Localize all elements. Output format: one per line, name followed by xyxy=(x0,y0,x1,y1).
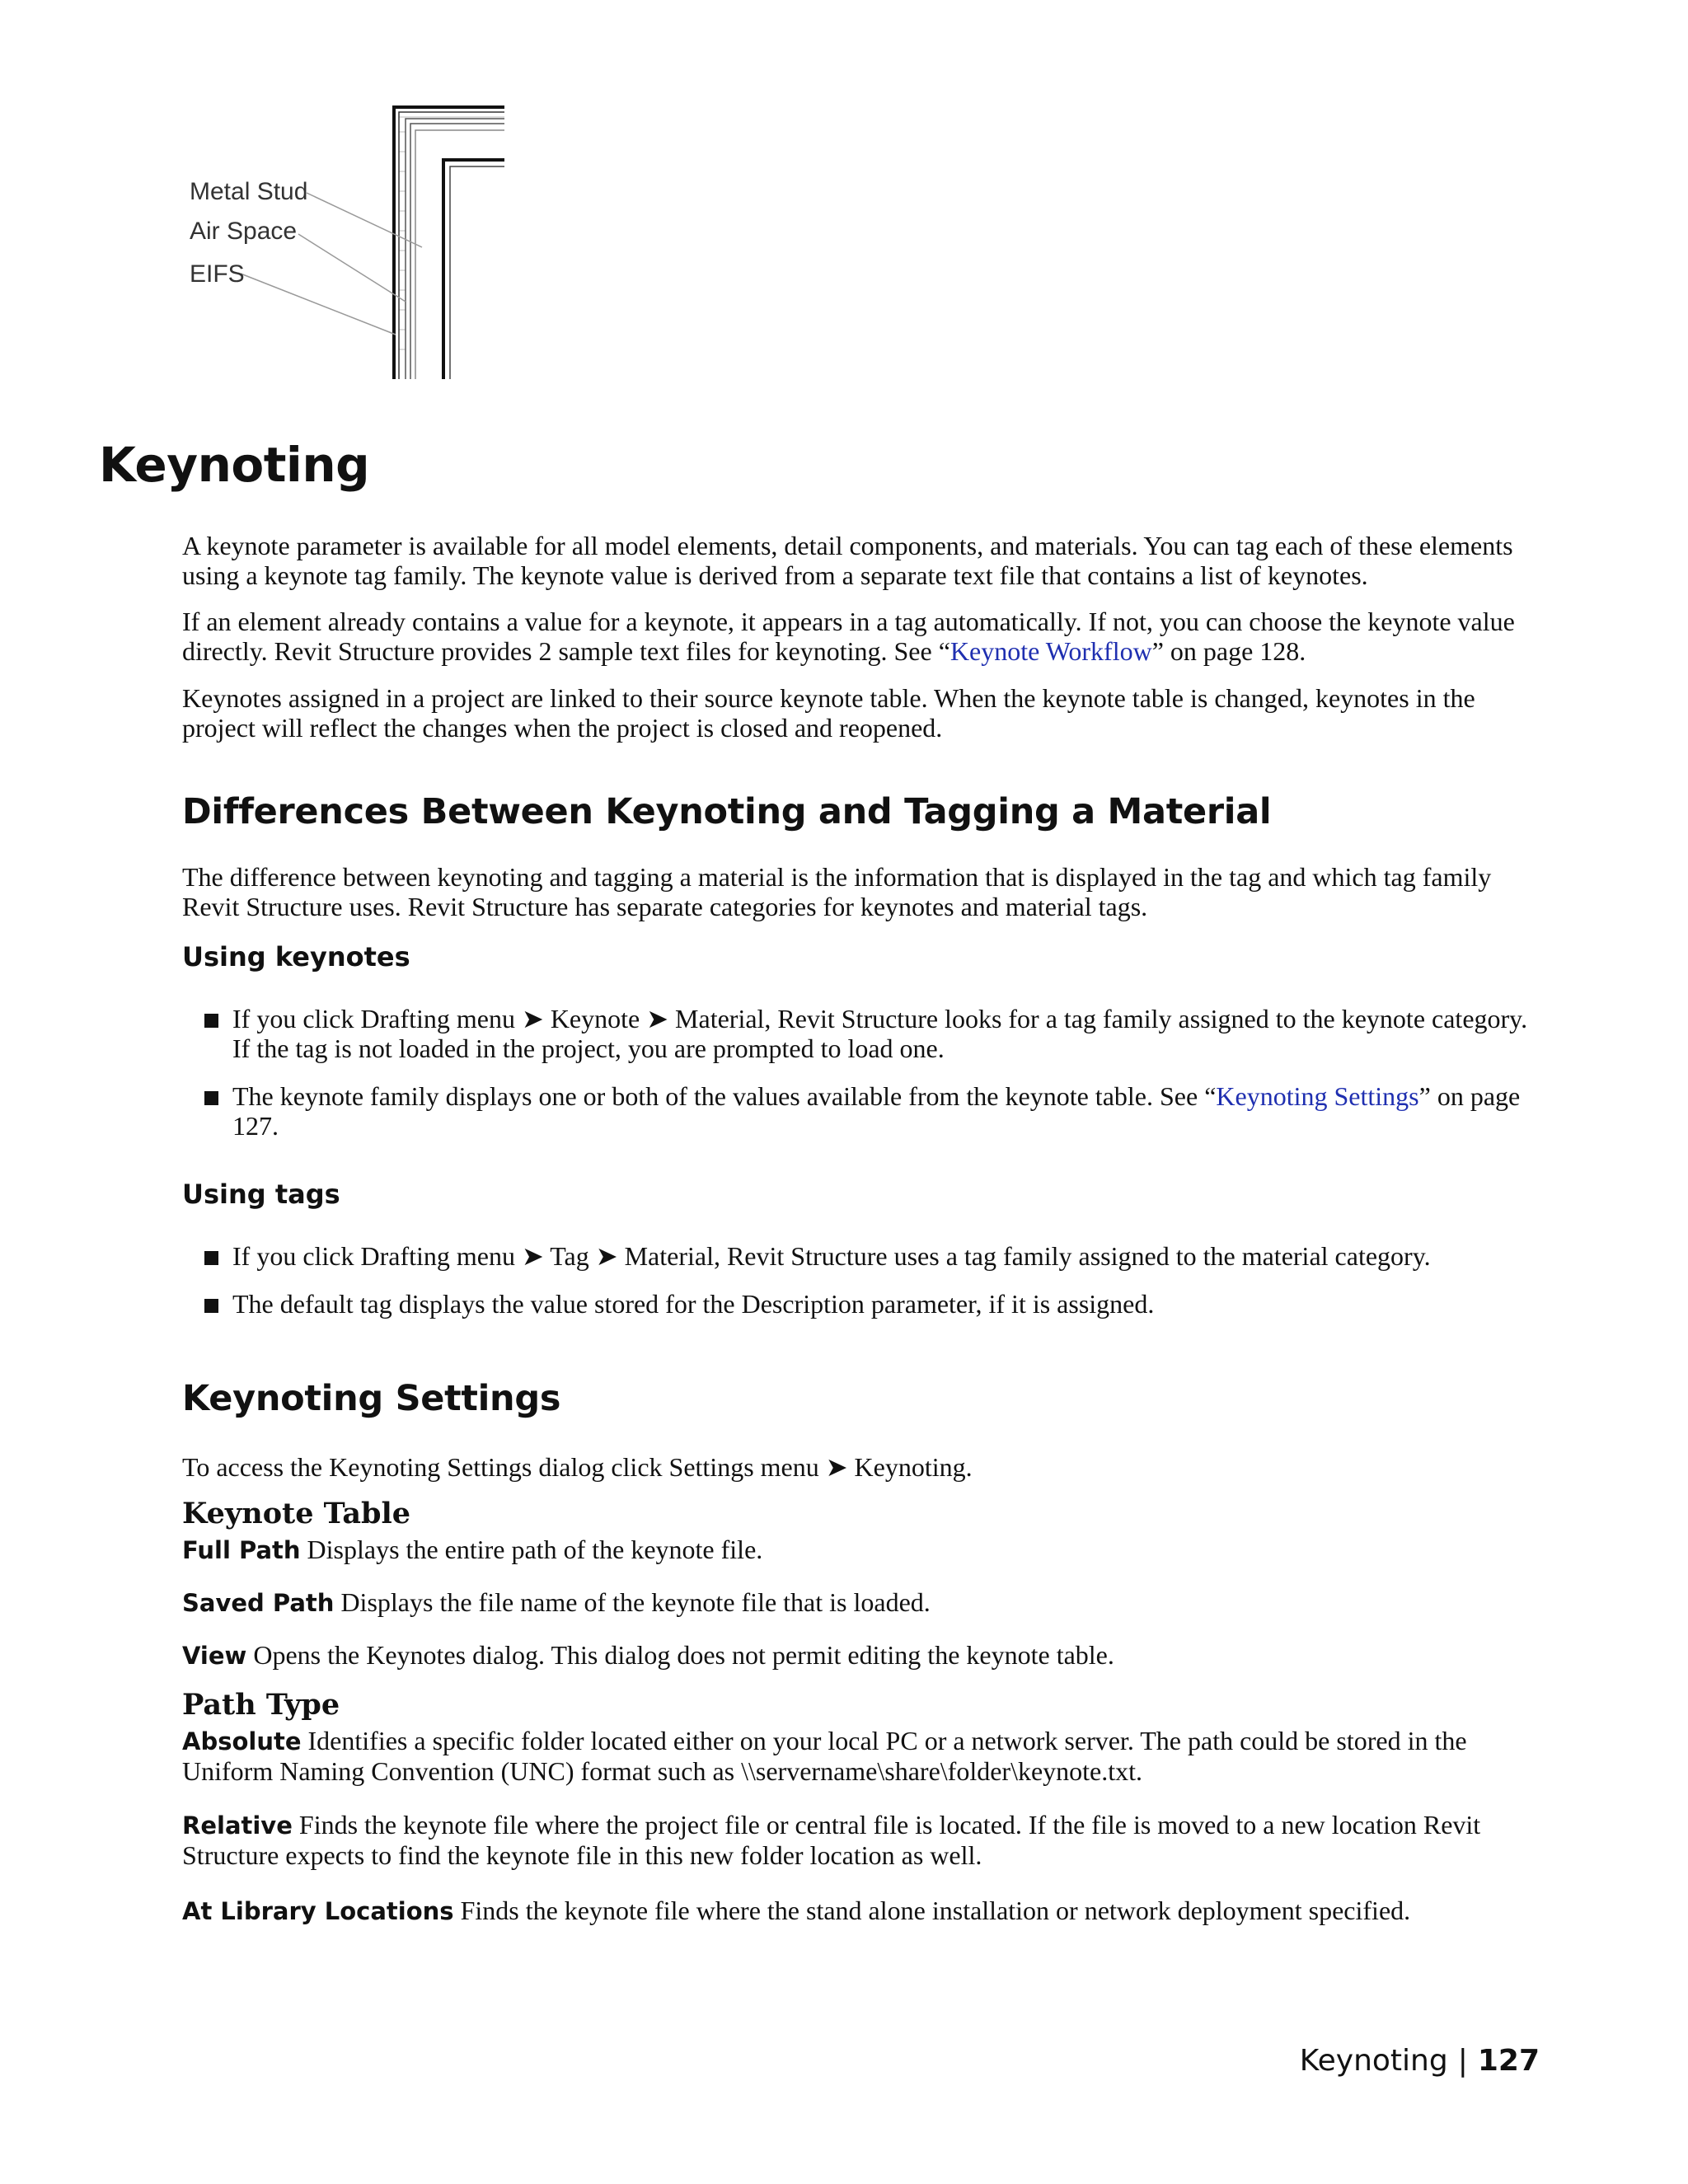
list-item-page-ref: ” on page 127. xyxy=(232,1081,1521,1141)
figure-label-air-space: Air Space xyxy=(190,218,298,245)
list-item-text: If you click Drafting menu ➤ Keynote ➤ Material, Revit Structure looks for a tag family assigned to the keynote category. If the tag is not loaded in the project, you are prompted to load one. xyxy=(232,1004,1528,1063)
figure-label-metal-stud: Metal Stud xyxy=(190,178,308,205)
using-tags-heading: Using tags xyxy=(182,1179,340,1210)
list-item xyxy=(202,1081,1545,1141)
list-item-text: The default tag displays the value stored for the Description parameter, if it is assigned. xyxy=(232,1289,1155,1319)
bullet-square-icon xyxy=(204,1299,218,1313)
definition-absolute xyxy=(182,1726,1542,1786)
definition-text: Identifies a specific folder located either on your local PC or a network server. The path could be stored in the Uniform Naming Convention (UNC) format such as \\servername\share\folder\keynote.txt. xyxy=(182,1726,1467,1786)
list-item-text: The keynote family displays one or both of the values available from the keynote table. See “ xyxy=(232,1081,1217,1111)
definition-text: Opens the Keynotes dialog. This dialog does not permit editing the keynote table. xyxy=(246,1640,1114,1670)
term-at-library-locations: At Library Locations xyxy=(182,1897,454,1925)
definition-text: Displays the entire path of the keynote file. xyxy=(300,1535,763,1564)
definition-full-path xyxy=(182,1535,1542,1565)
term-absolute: Absolute xyxy=(182,1727,302,1755)
definition-relative xyxy=(182,1810,1542,1870)
definition-text: Finds the keynote file where the project file or central file is located. If the file is moved to a new location Revit Structure expects to find the keynote file in this new folder location as well. xyxy=(182,1810,1481,1870)
keynote-workflow-link[interactable]: Keynote Workflow xyxy=(950,636,1152,666)
list-item xyxy=(202,1289,1545,1319)
page-title: Keynoting xyxy=(99,437,370,493)
differences-heading: Differences Between Keynoting and Tagging a Material xyxy=(182,791,1272,832)
bullet-square-icon xyxy=(204,1251,218,1265)
footer-separator: | xyxy=(1457,2044,1468,2078)
figure-label-eifs: EIFS xyxy=(190,260,245,288)
intro-paragraph-2-text: If an element already contains a value for a keynote, it appears in a tag automatically. If not, you can choose the keynote value directly. Revit Structure provides 2 sample text files for keynoting. See “ xyxy=(182,607,1515,666)
using-keynotes-heading: Using keynotes xyxy=(182,941,410,972)
term-full-path: Full Path xyxy=(182,1536,301,1564)
definition-view xyxy=(182,1640,1542,1671)
definition-at-library-locations xyxy=(182,1896,1542,1926)
keynote-table-heading: Keynote Table xyxy=(182,1497,411,1530)
settings-intro: To access the Keynoting Settings dialog click Settings menu ➤ Keynoting. xyxy=(182,1452,973,1482)
bullet-square-icon xyxy=(204,1091,218,1105)
path-type-heading: Path Type xyxy=(182,1688,340,1722)
definition-saved-path xyxy=(182,1587,1542,1618)
differences-paragraph: The difference between keynoting and tagging a material is the information that is displayed in the tag and which tag family Revit Structure uses. Revit Structure has separate categories for keynotes and material tags. xyxy=(182,862,1492,921)
using-keynotes-list xyxy=(202,1004,1545,1141)
using-tags-list xyxy=(202,1241,1545,1319)
intro-paragraph-3: Keynotes assigned in a project are linked to their source keynote table. When the keynote table is changed, keynotes in the project will reflect the changes when the project is closed and reopened. xyxy=(182,683,1475,743)
intro-paragraph-2 xyxy=(182,607,1542,666)
intro-paragraph-2-page-ref: ” on page 128. xyxy=(1151,636,1306,666)
term-relative: Relative xyxy=(182,1811,293,1840)
footer-section-title: Keynoting xyxy=(1299,2044,1448,2078)
definition-text: Finds the keynote file where the stand alone installation or network deployment specified. xyxy=(453,1896,1411,1925)
page-footer xyxy=(1300,2044,1540,2078)
list-item xyxy=(202,1004,1545,1063)
page-number: 127 xyxy=(1477,2044,1540,2078)
term-view: View xyxy=(182,1642,247,1670)
keynoting-settings-heading: Keynoting Settings xyxy=(182,1378,561,1419)
intro-paragraph-1: A keynote parameter is available for all model elements, detail components, and materials. You can tag each of these elements using a keynote tag family. The keynote value is derived from a separate text file that contains a list of keynotes. xyxy=(182,531,1513,590)
definition-text: Displays the file name of the keynote file that is loaded. xyxy=(334,1587,931,1617)
list-item-text: If you click Drafting menu ➤ Tag ➤ Material, Revit Structure uses a tag family assigned to the material category. xyxy=(232,1241,1431,1271)
term-saved-path: Saved Path xyxy=(182,1589,335,1617)
list-item xyxy=(202,1241,1545,1271)
bullet-square-icon xyxy=(204,1014,218,1028)
keynoting-settings-link[interactable]: Keynoting Settings xyxy=(1216,1081,1419,1111)
wall-section-figure xyxy=(183,101,504,379)
